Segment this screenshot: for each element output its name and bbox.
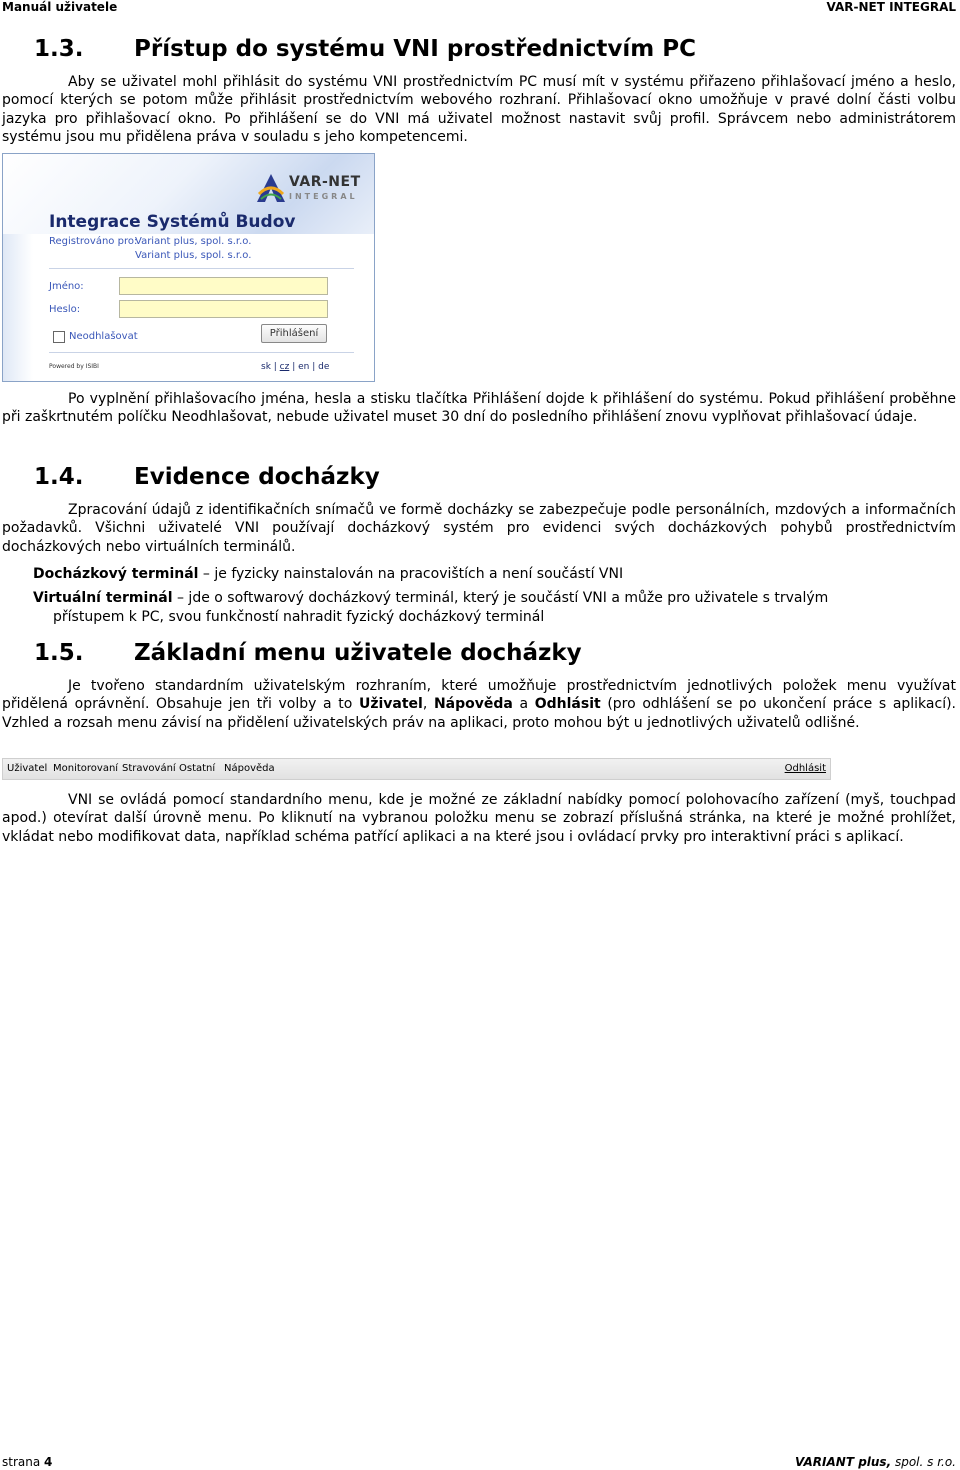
paragraph-navigation-text: VNI se ovládá pomocí standardního menu, kde je možné ze základní nabídky pomocí polohovacího zařízení (myš, touchpad apod.) otevírat další úrovně menu. Po kliknutí na vybranou položku menu se zobrazí příslušná stránka, na které je možné prohlížet, vkládat nebo modifikovat data, například schéma patřící aplikaci a na které jsou i ovládací prvky pro interaktivní práci s aplikací. [2,792,956,845]
bold-help: Nápověda [433,696,513,713]
login-button[interactable]: Přihlášení [261,324,327,343]
running-header-title: Manuál uživatele [2,0,118,14]
heading-title: Základní menu uživatele docházky [134,640,582,666]
menu-item-dining[interactable]: Stravování [122,763,176,774]
menu-item-other[interactable]: Ostatní [179,763,216,774]
menu-item-user[interactable]: Uživatel [7,763,48,774]
menu-item-monitoring[interactable]: Monitorovaní [53,763,119,774]
heading-number: 1.5. [34,640,84,666]
login-divider [49,268,354,269]
term-virtual-text-b: přístupem k PC, svou funkčností nahradit fyzický docházkový terminál [53,608,545,625]
page-footer-left [2,1455,52,1469]
paragraph-after-login [2,390,956,427]
logo-main-text: VAR-NET [289,174,361,190]
heading-number: 1.3. [34,36,84,62]
paragraph-attendance-text: Zpracování údajů z identifikačních snímačů ve formě docházky se zabezpečuje podle personálních, mzdových a informačních požadavků. Všichni uživatelé VNI používají docházkový systém pro evidenci svých docházkových pohybů prostřednictvím docházkových nebo virtuálních terminálů. [2,502,956,555]
bold-logout: Odhlásit [534,696,601,713]
paragraph-menu-text-a: Je tvořeno standardním uživatelským rozhraním, které umožňuje prostřednictvím jednotlivých položek menu využívat přidělená oprávnění. Obsahuje jen tři volby a to [2,678,956,713]
term-virtual-name: Virtuální terminál [33,590,173,606]
paragraph-access-text: Aby se uživatel mohl přihlásit do systému VNI prostřednictvím PC musí mít v systému přiřazeno přihlašovací jméno a heslo, pomocí kterých se potom může přihlásit prostřednictvím webového rozhraní. Přihlašovací okno umožňuje v pravé dolní části volbu jazyka pro přihlašovací okno. Po přihlášení se do VNI má uživatel možnost nastavit svůj profil. Správcem nebo administrátorem systému jsou mu přidělena práva v souladu s jeho kompetencemi. [2,74,956,145]
login-footer-divider [49,352,354,353]
name-label: Jméno: [49,281,84,292]
password-label: Heslo: [49,304,81,315]
registered-label: Registrováno pro: [49,236,138,247]
no-logout-checkbox[interactable] [53,331,65,343]
logo-swirl-icon [255,172,287,206]
lang-de[interactable]: de [318,362,330,372]
menu-bar-screenshot [2,758,831,780]
bold-user: Uživatel [358,696,423,713]
login-screenshot [2,153,375,382]
registered-value-1: Variant plus, spol. s.r.o. [135,236,252,247]
lang-en[interactable]: en [298,362,310,372]
name-input[interactable] [119,277,328,295]
lang-cz[interactable]: cz [279,362,290,372]
paragraph-menu-text-c: (pro odhlášení se po ukončení práce s aplikací). Vzhled a rozsah menu závisí na přidělení uživatelských práv na aplikaci, proto mohou být u jednotlivých uživatelů odlišné. [2,696,956,731]
sep-1: , [422,696,434,713]
paragraph-navigation [2,791,956,846]
term-physical [33,565,913,584]
powered-by: Powered by ISIBI [49,363,99,370]
heading-title: Evidence docházky [134,464,380,490]
paragraph-attendance [2,501,956,556]
login-title: Integrace Systémů Budov [49,212,296,232]
heading-number: 1.4. [34,464,84,490]
heading-1-5 [34,640,582,666]
heading-1-4 [34,464,380,490]
sep-2: a [512,696,535,713]
menu-item-help[interactable]: Nápověda [224,763,275,774]
company-bold: VARIANT plus, [795,1455,892,1469]
password-input[interactable] [119,300,328,318]
page-label: strana [2,1455,41,1469]
heading-title: Přístup do systému VNI prostřednictvím PC [134,36,696,62]
page-footer-right [795,1455,956,1469]
heading-1-3 [34,36,696,62]
registered-value-2: Variant plus, spol. s.r.o. [135,250,252,261]
logo-sub-text: INTEGRAL [289,192,358,201]
running-header-product: VAR-NET INTEGRAL [826,0,956,14]
term-virtual [33,589,913,626]
company-rest: spol. s r.o. [891,1455,956,1469]
term-virtual-text-a: – jde o softwarový docházkový terminál, který je součástí VNI a může pro uživatele s trvalým [172,590,829,606]
language-selector: sk | cz | en | de [261,362,330,372]
term-physical-name: Docházkový terminál [33,566,199,582]
paragraph-access [2,73,956,146]
page-number: 4 [44,1455,53,1469]
login-side-gradient [3,234,33,381]
term-physical-text: – je fyzicky nainstalován na pracovištích a není součástí VNI [198,566,624,582]
menu-item-logout[interactable]: Odhlásit [784,763,826,774]
paragraph-menu [2,677,956,732]
lang-sk[interactable]: sk [261,362,271,372]
paragraph-after-login-text: Po vyplnění přihlašovacího jména, hesla a stisku tlačítka Přihlášení dojde k přihlášení do systému. Pokud přihlášení proběhne při zaškrtnutém políčku Neodhlašovat, nebude uživatel muset 30 dní do posledního přihlášení znovu vyplňovat přihlašovací údaje. [2,391,956,426]
var-net-logo [255,172,365,208]
no-logout-label: Neodhlašovat [69,331,138,342]
